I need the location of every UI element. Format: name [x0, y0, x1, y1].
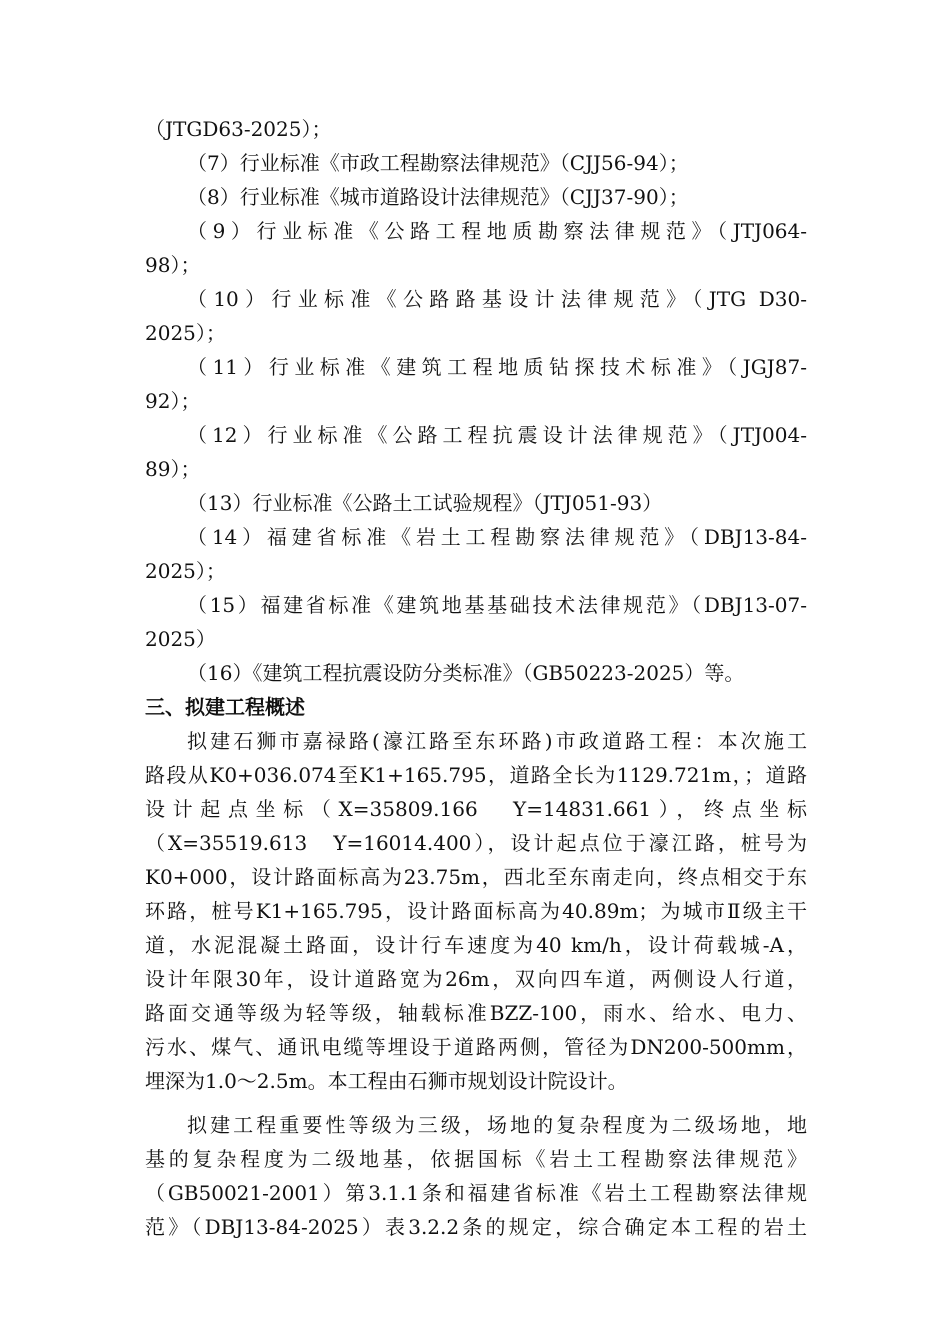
paragraph-line: K0+000，设计路面标高为23.75m，西北至东南走向，终点相交于东	[145, 865, 807, 889]
reference-11: （11）行业标准《建筑工程地质钻探技术标准》（JGJ87-	[187, 355, 807, 379]
document-page	[145, 112, 807, 1244]
paragraph-line: 拟建石狮市嘉禄路(濠江路至东环路)市政道路工程：本次施工	[187, 729, 807, 753]
reference-15-cont: 2025）	[145, 627, 216, 651]
paragraph-line: 路面交通等级为轻等级，轴载标准BZZ-100，雨水、给水、电力、	[145, 1001, 807, 1025]
paragraph-gap	[145, 1098, 807, 1108]
reference-14-cont: 2025）；	[145, 559, 226, 583]
paragraph-line: 道，水泥混凝土路面，设计行车速度为40 km/h，设计荷载城-A，	[145, 933, 807, 957]
paragraph-line: 污水、煤气、通讯电缆等埋设于道路两侧，管径为DN200-500mm，	[145, 1035, 807, 1059]
reference-9: （9）行业标准《公路工程地质勘察法律规范》（JTJ064-	[187, 219, 807, 243]
paragraph-line: 埋深为1.0～2.5m。本工程由石狮市规划设计院设计。	[145, 1069, 628, 1093]
reference-10-cont: 2025）；	[145, 321, 226, 345]
reference-10: （10）行业标准《公路路基设计法律规范》（JTG D30-	[187, 287, 807, 311]
reference-7: （7）行业标准《市政工程勘察法律规范》（CJJ56-94）；	[187, 151, 689, 175]
reference-12: （12）行业标准《公路工程抗震设计法律规范》（JTJ004-	[187, 423, 807, 447]
paragraph-line: （GB50021-2001）第3.1.1条和福建省标准《岩土工程勘察法律规	[145, 1181, 807, 1205]
section-heading: 三、拟建工程概述	[145, 695, 305, 719]
reference-15: （15）福建省标准《建筑地基基础技术法律规范》（DBJ13-07-	[187, 593, 807, 617]
reference-16: （16）《建筑工程抗震设防分类标准》（GB50223-2025）等。	[187, 661, 745, 685]
paragraph-project-overview	[145, 724, 807, 1098]
reference-8: （8）行业标准《城市道路设计法律规范》（CJJ37-90）；	[187, 185, 689, 209]
reference-12-cont: 89）；	[145, 457, 201, 481]
reference-11-cont: 92）；	[145, 389, 201, 413]
reference-0: （JTGD63-2025）；	[145, 117, 332, 141]
paragraph-importance-level	[145, 1108, 807, 1244]
reference-14: （14）福建省标准《岩土工程勘察法律规范》（DBJ13-84-	[187, 525, 807, 549]
paragraph-line: 设计年限30年，设计道路宽为26m，双向四车道，两侧设人行道，	[145, 967, 807, 991]
paragraph-line: 环路，桩号K1+165.795，设计路面标高为40.89m；为城市Ⅱ级主干	[145, 899, 807, 923]
paragraph-line: 基的复杂程度为二级地基，依据国标《岩土工程勘察法律规范》	[145, 1147, 807, 1171]
reference-9-cont: 98）；	[145, 253, 201, 277]
paragraph-line: （X=35519.613 Y=16014.400），设计起点位于濠江路，桩号为	[145, 831, 807, 855]
paragraph-line: 路段从K0+036.074至K1+165.795，道路全长为1129.721m，；道路	[145, 763, 807, 787]
paragraph-line: 范》（DBJ13-84-2025）表3.2.2条的规定，综合确定本工程的岩土	[145, 1215, 807, 1239]
paragraph-line: 拟建工程重要性等级为三级，场地的复杂程度为二级场地，地	[187, 1113, 807, 1137]
paragraph-line: 设计起点坐标（X=35809.166 Y=14831.661），终点坐标	[145, 797, 807, 821]
reference-13: （13）行业标准《公路土工试验规程》（JTJ051-93）	[187, 491, 663, 515]
